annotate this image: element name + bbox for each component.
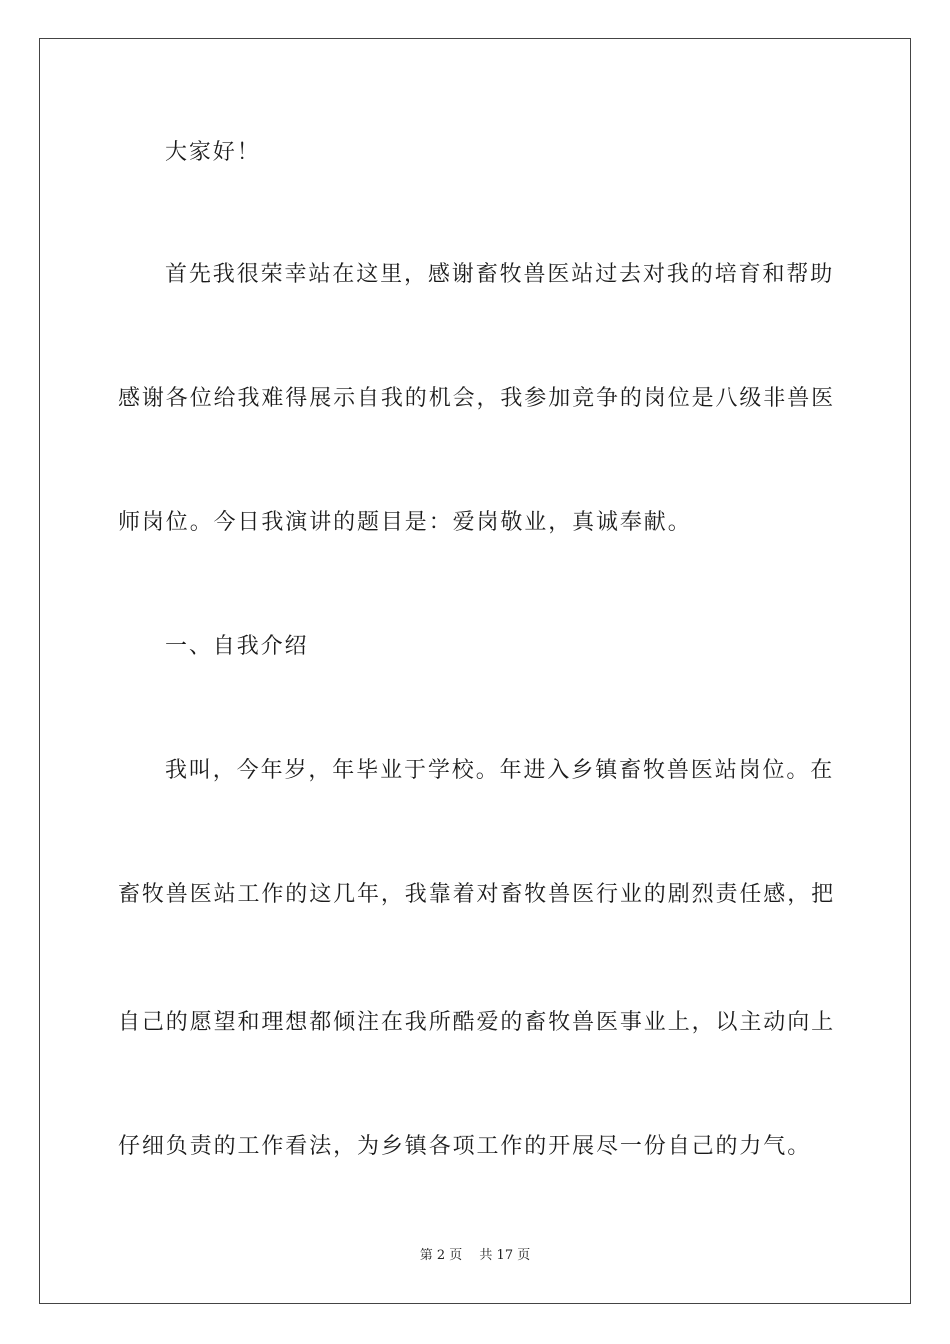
page-number-footer: 第 2 页 共 17 页	[419, 1248, 531, 1263]
paragraph-line: 首先我很荣幸站在这里，感谢畜牧兽医站过去对我的培育和帮助	[165, 262, 835, 287]
paragraph-line: 畜牧兽医站工作的这几年，我靠着对畜牧兽医行业的剧烈责任感，把	[118, 882, 836, 907]
section-heading: 一、自我介绍	[165, 634, 309, 659]
paragraph-line: 我叫，今年岁，年毕业于学校。年进入乡镇畜牧兽医站岗位。在	[165, 758, 835, 783]
paragraph-line: 师岗位。今日我演讲的题目是：爱岗敬业，真诚奉献。	[118, 510, 692, 535]
page-border	[39, 38, 911, 1304]
greeting-line: 大家好！	[165, 140, 261, 165]
paragraph-line: 自己的愿望和理想都倾注在我所酷爱的畜牧兽医事业上，以主动向上	[118, 1010, 836, 1035]
paragraph-line: 仔细负责的工作看法，为乡镇各项工作的开展尽一份自己的力气。	[118, 1134, 812, 1159]
paragraph-line: 感谢各位给我难得展示自我的机会，我参加竞争的岗位是八级非兽医	[118, 386, 836, 411]
